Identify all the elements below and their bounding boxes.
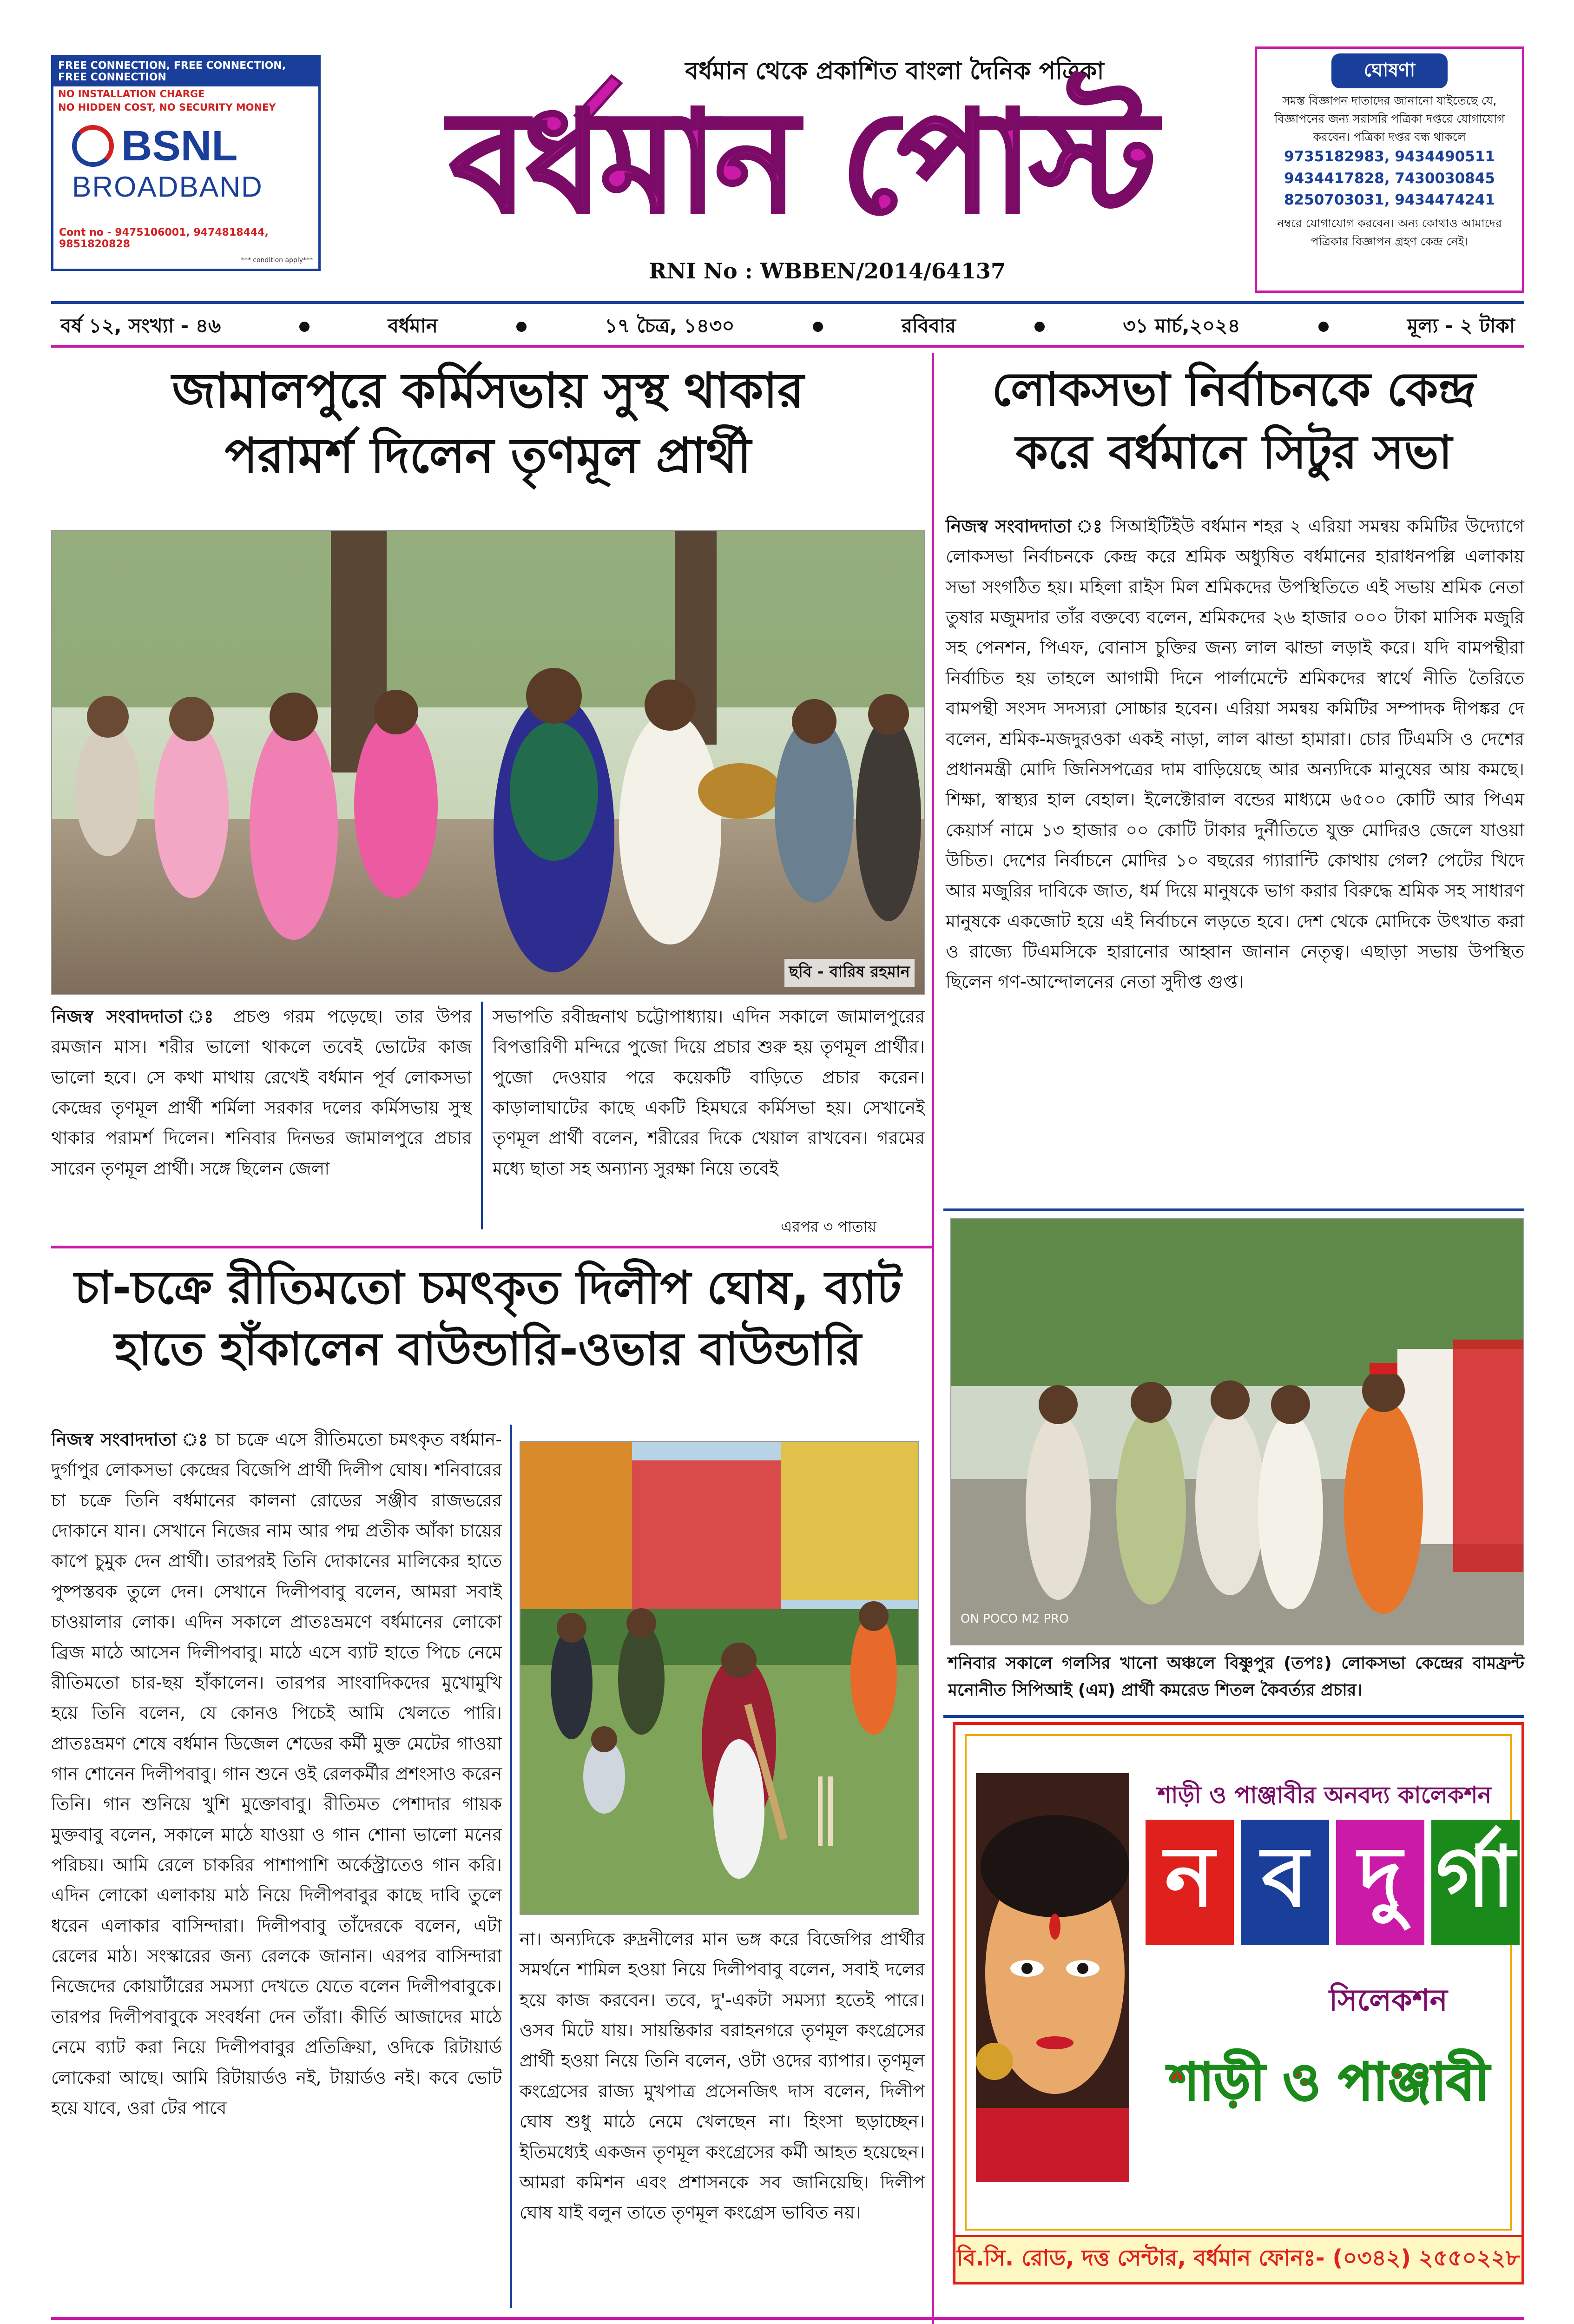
masthead-title: বর্ধমান পোস্ট	[449, 81, 1154, 244]
article1-photo	[51, 530, 925, 995]
bsnl-logo	[72, 122, 318, 171]
article3-headline-line2: হাতে হাঁকালেন বাউন্ডারি-ওভার বাউন্ডারি	[114, 1323, 862, 1376]
ad-tagline: শাড়ী ও পাঞ্জাবীর অনবদ্য কালেকশন	[1157, 1782, 1492, 1809]
bsnl-line1: NO INSTALLATION CHARGE	[58, 88, 205, 99]
notice-phone: 9434417828, 7430030845	[1284, 170, 1495, 187]
ad-letter: ব	[1241, 1820, 1329, 1945]
article2-headline-line2: করে বর্ধমানে সিটুর সভা	[1015, 425, 1452, 479]
bsnl-product: BROADBAND	[72, 171, 263, 203]
notice-text1: সমস্ত বিজ্ঞাপন দাতাদের জানানো যাইতেছে যে, বিজ্ঞাপনের জন্য সরাসরি পত্রিকা দপ্তরে যোগাযোগ করবেন। পত্রিকা দপ্তর বন্ধ থাকলে	[1274, 94, 1505, 144]
cpim-rally-photo	[950, 1218, 1524, 1645]
article1-divider	[481, 1002, 483, 1229]
article3-headline	[51, 1257, 925, 1380]
ad-letter: দু	[1336, 1820, 1424, 1945]
issue-number: বর্ষ ১২, সংখ্যা - ৪৬	[60, 314, 221, 337]
article2-byline: নিজস্ব সংবাদদাতা ঃ	[946, 516, 1104, 536]
dateline	[51, 310, 1524, 343]
article2-headline	[943, 358, 1524, 483]
photo-credit: ছবি - বারিষ রহমান	[784, 959, 915, 987]
article1-byline: নিজস্ব সংবাদদাতা ঃ	[51, 1006, 221, 1027]
durga-face-image	[976, 1773, 1129, 2182]
continued-note: এরপর ৩ পাতায়	[781, 1218, 876, 1235]
ad-letter: র্গা	[1431, 1820, 1520, 1945]
ad-inner-frame	[965, 1734, 1515, 2231]
section-rule	[51, 1246, 932, 1248]
header-rule-bottom	[51, 345, 1524, 348]
bsnl-swirl-icon	[72, 125, 114, 167]
cricket-photo	[520, 1441, 919, 1915]
bsnl-top-line: FREE CONNECTION, FREE CONNECTION, FREE CONNECTION	[53, 57, 318, 86]
rally-photo	[951, 1219, 1524, 1645]
article1-text2: সভাপতি রবীন্দ্রনাথ চট্টোপাধ্যায়। এদিন সকালে জামালপুরের বিপত্তারিণী মন্দিরে পুজো দিয়ে প্রচার শুরু হয় তৃণমূল প্রার্থীর। পুজো দেওয়ার পরে কয়েকটি বাড়িতে প্রচার করেন। কাড়ালাঘাটের কাছে একটি হিমঘরে কর্মিসভা হয়। সেখানেই তৃণমূল প্রার্থী বলেন, শরীরের দিকে খেয়াল রাখবেন। গরমের মধ্যে ছাতা সহ অন্যান্য সুরক্ষা নিয়ে তবেই	[493, 1006, 925, 1179]
ad-selection: সিলেকশন	[1329, 1983, 1448, 2018]
article2-body	[946, 511, 1524, 997]
article1-text1: প্রচণ্ড গরম পড়েছে। তার উপর রমজান মাস। শরীর ভালো থাকলে তবেই ভোটের কাজ ভালো হবে। সে কথা মাথায় রেখেই বর্ধমান পূর্ব লোকসভা কেন্দ্রের তৃণমূল প্রার্থী শর্মিলা সরকার দলের কর্মিসভায় সুস্থ থাকার পরামর্শ দিলেন। শনিবার দিনভর জামালপুরে প্রচার সারেন তৃণমূল প্রার্থী। সঙ্গে ছিলেন জেলা	[51, 1006, 472, 1179]
bsnl-brand: BSNL	[121, 122, 238, 170]
article1-headline-line2: পরামর্শ দিলেন তৃণমূল প্রার্থী	[224, 427, 751, 484]
rni-number: RNI No : WBBEN/2014/64137	[649, 258, 1006, 284]
article2-headline-line1: লোকসভা নির্বাচনকে কেন্দ্র	[992, 362, 1476, 416]
article3-column1	[51, 1425, 502, 2123]
nabadurga-ad	[953, 1722, 1524, 2284]
article1-headline-line1: জামালপুরে কর্মিসভায় সুস্থ থাকার	[172, 362, 804, 419]
header-rule-top	[51, 301, 1524, 304]
notice-box	[1255, 46, 1524, 293]
weekday: রবিবার	[901, 314, 956, 337]
notice-title: ঘোষণা	[1331, 53, 1448, 88]
bengali-date: ১৭ চৈত্র, ১৪৩০	[605, 314, 735, 337]
bsnl-line2: NO HIDDEN COST, NO SECURITY MONEY	[58, 101, 276, 113]
bullet-icon	[1318, 322, 1329, 332]
notice-text2: নম্বরে যোগাযোগ করবেন। অন্য কোথাও আমাদের পত্রিকার বিজ্ঞাপন গ্রহণ কেন্দ্র নেই।	[1277, 216, 1502, 248]
article3-byline: নিজস্ব সংবাদদাতা ঃ	[51, 1429, 209, 1450]
notice-phone: 8250703031, 9434474241	[1284, 191, 1495, 209]
article3-headline-line1: চা-চক্রে রীতিমতো চমৎকৃত দিলীপ ঘোষ, ব্যাট	[74, 1261, 902, 1314]
ad-address: বি.সি. রোড, দত্ত সেন্টার, বর্ধমান ফোনঃ- (০৩৪২) ২৫৫০২২৮	[955, 2235, 1521, 2282]
column-divider	[932, 353, 934, 2324]
section-rule	[943, 1208, 1524, 1211]
bsnl-broadband-ad	[51, 55, 321, 271]
bullet-icon	[813, 322, 823, 332]
price: মূল্য - ২ টাকা	[1407, 314, 1515, 337]
bullet-icon	[299, 322, 310, 332]
footer-rule	[51, 2317, 1524, 2320]
section-rule	[943, 1715, 1524, 1718]
cricket-photo-image	[520, 1442, 919, 1915]
rally-photo-caption: শনিবার সকালে গলসির খানো অঞ্চলে বিষ্ণুপুর (তপঃ) লোকসভা কেন্দ্রের বামফ্রন্ট মনোনীত সিপিআই (এম) প্রার্থী কমরেড শিতল কৈবর্ত্যর প্রচার।	[948, 1654, 1524, 1700]
bullet-icon	[1034, 322, 1045, 332]
dateline-place: বর্ধমান	[388, 314, 438, 337]
article3-text2: না। অন্যদিকে রুদ্রনীলের মান ভঙ্গ করে বিজেপির প্রার্থীর সমর্থনে শামিল হওয়া নিয়ে দিলীপবাবু বলেন, সবাই দলের হয়ে কাজ করবেন। তবে, দু'-একটা সমস্যা হতেই পারে। ওসব মিটে যায়। সায়ন্তিকার বরাহনগরে তৃণমূল কংগ্রেসের প্রার্থী হওয়া নিয়ে তিনি বলেন, ওটা ওদের ব্যাপার। তৃণমূল কংগ্রেসের রাজ্য মুখপাত্র প্রসেনজিৎ দাস বলেন, দিলীপ ঘোষ শুধু মাঠে নেমে খেলছেন না। হিংসা ছড়াচ্ছেন। ইতিমধ্যেই একজন তৃণমূল কংগ্রেসের কর্মী আহত হয়েছেন। আমরা কমিশন এবং প্রশাসনকে সব জানিয়েছি। দিলীপ ঘোষ যাই বলুন তাতে তৃণমূল কংগ্রেস ভাবিত নয়।	[520, 1929, 925, 2223]
article1-column2	[493, 1002, 925, 1184]
article3-divider	[510, 1425, 512, 2308]
notice-phone: 9735182983, 9434490511	[1284, 148, 1495, 165]
bsnl-contact: Cont no - 9475106001, 9474818444, 9851820828	[59, 227, 269, 250]
ad-product: শাড়ী ও পাঞ্জাবী	[1169, 2052, 1489, 2112]
article3-column2	[520, 1924, 925, 2228]
article3-text1: চা চক্রে এসে রীতিমতো চমৎকৃত বর্ধমান-দুর্গাপুর লোকসভা কেন্দ্রের বিজেপি প্রার্থী দিলীপ ঘোষ। শনিবারের চা চক্রে তিনি বর্ধমানের কালনা রোডের সঞ্জীব রাজভরের দোকানে যান। সেখানে নিজের নাম আর পদ্ম প্রতীক আঁকা চায়ের কাপে চুমুক দেন প্রার্থী। তারপরই তিনি দোকানের মালিকের হাতে পুষ্পস্তবক তুলে দেন। সেখানে দিলীপবাবু বলেন, আমরা সবাই চাওয়ালার লোক। এদিন সকালে প্রাতঃভ্রমণে বর্ধমানের লোকো ব্রিজ মাঠে আসেন দিলীপবাবু। মাঠে এসে ব্যাট হাতে পিচে নেমে রীতিমতো চার-ছয় হাঁকালেন। তারপর সাংবাদিকদের মুখোমুখি হয়ে তিনি বলেন, যে কোনও পিচেই আমি খেলতে পারি। প্রাতঃভ্রমণ শেষে বর্ধমান ডিজেল শেডের কর্মী মুক্ত মেটের গাওয়া গান শোনেন দিলীপবাবু। গান শুনে ওই রেলকর্মীর প্রশংসাও করেন তিনি। গান শুনিয়ে খুশি মুক্তোবাবু। রীতিমত পেশাদার গায়ক মুক্তবাবু বলেন, সকালে মাঠে যাওয়া ও গান শোনা ভালো মনের পরিচয়। আমি রেলে চাকরির পাশাপাশি অর্কেস্ট্রাতেও গান করি। এদিন লোকো এলাকায় মাঠ নিয়ে দিলীপবাবুর কাছে দাবি তুলে ধরেন এলাকার বাসিন্দারা। দিলীপবাবু তাঁদেরকে বলেন, এটা রেলের মাঠ। সংস্কারের জন্য রেলকে জানান। এরপর বাসিন্দারা নিজেদের কোয়ার্টারের সমস্যা দেখতে যেতে বলেন দিলীপবাবুকে। তারপর দিলীপবাবুকে সংবর্ধনা দেন তাঁরা। কীর্তি আজাদের মাঠে নেমে ব্যাট করা নিয়ে দিলীপবাবুর প্রতিক্রিয়া, ওদিকে রিটায়ার্ড লোকেরা আছে। আমি রিটায়ার্ডও নই, টায়ার্ডও নই। কবে ভোট হয়ে যাবে, ওরা টের পাবে	[51, 1429, 502, 2118]
masthead-tagline: বর্ধমান থেকে প্রকাশিত বাংলা দৈনিক পত্রিকা	[685, 57, 1104, 85]
article1-column1	[51, 1002, 472, 1184]
bullet-icon	[516, 322, 527, 332]
bsnl-condition: *** condition apply***	[241, 257, 313, 264]
english-date: ৩১ মার্চ,২০২৪	[1123, 314, 1240, 337]
article1-headline	[51, 358, 925, 489]
photo-watermark: ON POCO M2 PRO	[961, 1612, 1069, 1626]
article2-text: সিআইটিইউ বর্ধমান শহর ২ এরিয়া সমন্বয় কমিটির উদ্যোগে লোকসভা নির্বাচনকে কেন্দ্র করে শ্রমিক অধ্যুষিত বর্ধমানের হারাধনপল্লি এলাকায় সভা সংগঠিত হয়। মহিলা রাইস মিল শ্রমিকদের উপস্থিতিতে এই সভায় শ্রমিক নেতা তুষার মজুমদার তাঁর বক্তব্যে বলেন, শ্রমিকদের ২৬ হাজার ০০০ টাকা মাসিক মজুরি সহ পেনশন, পিএফ, বোনাস চুক্তির জন্য লাল ঝান্ডা লড়াই করে। যদি বামপন্থীরা নির্বাচিত হয় তাহলে আগামী দিনে পার্লামেন্টে শ্রমিকদের স্বার্থে নীতি তৈরিতে বামপন্থী সংসদ সদস্যরা সোচ্চার হবেন। এরিয়া সমন্বয় কমিটির সম্পাদক দীপঙ্কর দে বলেন, শ্রমিক-মজদুরওকা একই নাড়া, লাল ঝান্ডা হামারা। চোর টিএমসি ও দেশের প্রধানমন্ত্রী মোদি জিনিসপত্রের দাম বাড়িয়েছে আর অন্যদিকে মানুষের আয় কমছে। শিক্ষা, স্বাস্থ্যর হাল বেহাল। ইলেক্টোরাল বন্ডের মাধ্যমে ৬৫০০ কোটি আর পিএম কেয়ার্স নামে ১৩ হাজার ০০ কোটি টাকার দুর্নীতিতে যুক্ত মোদিরও জেলে যাওয়া উচিত। দেশের নির্বাচনে মোদির ১০ বছরের গ্যারান্টি কোথায় গেল? পেটের খিদে আর মজুরির দাবিকে জাত, ধর্ম দিয়ে মানুষকে ভাগ করার বিরুদ্ধে শ্রমিক সহ সাধারণ মানুষকে একজোট হয়ে এই নির্বাচনে লড়তে হবে। দেশ থেকে মোদিকে উৎখাত করা ও রাজ্যে টিএমসিকে হারানোর আহ্বান জানান নেতৃত্ব। এছাড়া সভায় উপস্থিত ছিলেন গণ-আন্দোলনের নেতা সুদীপ্ত গুপ্ত।	[946, 516, 1524, 992]
campaign-photo	[52, 531, 925, 995]
ad-letter: ন	[1146, 1820, 1234, 1945]
